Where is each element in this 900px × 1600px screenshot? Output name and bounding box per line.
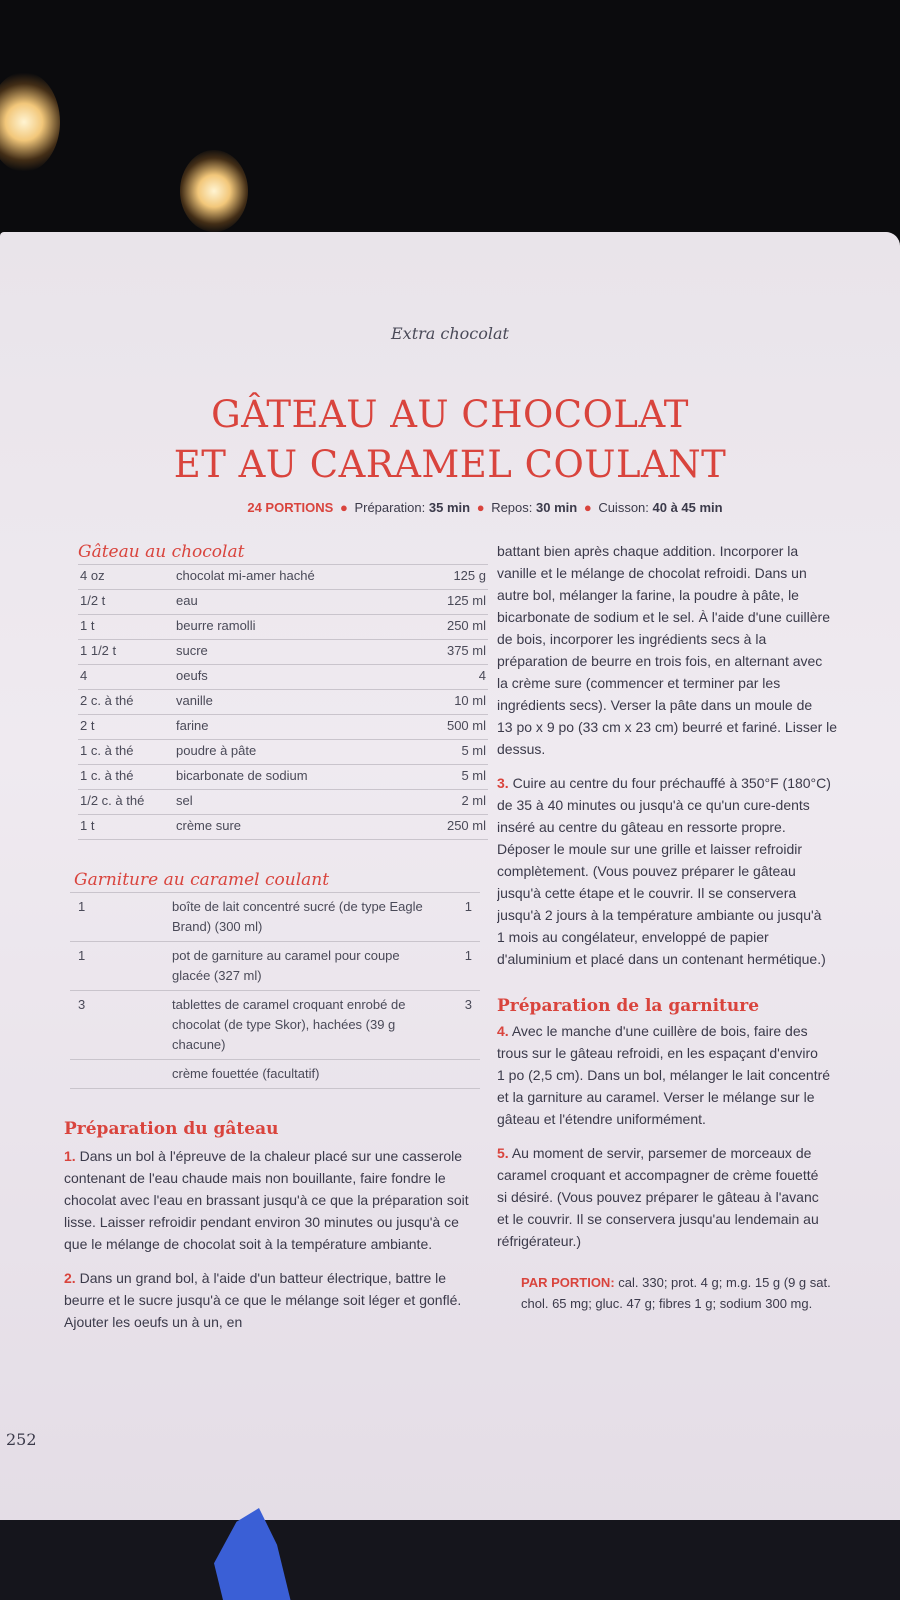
ingredient-qty: 1 t — [78, 615, 174, 640]
prep-cake-heading: Préparation du gâteau — [64, 1119, 279, 1139]
garnish-metric — [430, 1060, 480, 1089]
text-line — [497, 772, 900, 794]
garnish-qty: 3 — [70, 991, 170, 1060]
garnish-name: pot de garniture au caramel pour coupe glacée (327 ml) — [170, 942, 430, 991]
text-line: et la garniture au caramel. Verser le mélange sur le — [497, 1089, 815, 1105]
ingredient-row — [78, 740, 488, 765]
ingredient-row — [78, 565, 488, 590]
ingredient-row — [78, 690, 488, 715]
title-line-1: GÂTEAU AU CHOCOLAT — [211, 393, 689, 436]
text-line: et le couvrir. Il se conservera jusqu'au lendemain au — [497, 1211, 819, 1227]
ingredient-qty: 2 c. à thé — [78, 690, 174, 715]
prep-cake-section — [64, 1119, 485, 1333]
text-line: réfrigérateur.) — [497, 1233, 582, 1249]
text-line: la crème sure (commencer et terminer par les — [497, 675, 781, 691]
step-1 — [64, 1145, 485, 1255]
step-number: 4. — [497, 1023, 509, 1039]
garnish-metric: 1 — [430, 942, 480, 991]
ingredient-qty: 4 oz — [78, 565, 174, 590]
ingredient-name: bicarbonate de sodium — [174, 765, 416, 790]
step-number: 3. — [497, 775, 509, 791]
bokeh-light-1 — [0, 72, 60, 172]
garnish-name: boîte de lait concentré sucré (de type Eagle Brand) (300 ml) — [170, 893, 430, 942]
text-line: trous sur le gâteau refroidi, en les espaçant d'enviro — [497, 1045, 818, 1061]
ingredient-metric: 10 ml — [416, 690, 488, 715]
ingredient-row — [78, 715, 488, 740]
ingredient-qty: 1/2 t — [78, 590, 174, 615]
step-number: 1. — [64, 1148, 76, 1164]
text-line: Déposer le moule sur une grille et laisser refroidir — [497, 841, 803, 857]
step-text: Au moment de servir, parsemer de morceaux de — [511, 1145, 812, 1161]
title-line-2: ET AU CARAMEL COULANT — [173, 443, 727, 486]
cook-value: 40 à 45 min — [652, 500, 723, 515]
left-column — [60, 542, 485, 1333]
garnish-qty — [70, 1060, 170, 1089]
page-number: 252 — [6, 1430, 37, 1449]
text-line: si désiré. (Vous pouvez préparer le gâteau à l'avanc — [497, 1189, 819, 1205]
cake-ingredients-heading: Gâteau au chocolat — [78, 542, 245, 562]
garnish-metric: 3 — [430, 991, 480, 1060]
step-text: Dans un grand bol, à l'aide d'un batteur électrique, battre le beurre et le sucre jusqu'à ce que le mélange soit léger et gonflé. Ajouter les oeufs un à un, en — [64, 1270, 462, 1330]
nutrition-line-1 — [521, 1272, 900, 1293]
text-line: autre bol, mélanger la farine, la poudre à pâte, le — [497, 587, 799, 603]
ingredient-qty: 1 c. à thé — [78, 765, 174, 790]
step-5 — [497, 1142, 900, 1252]
ingredient-metric: 4 — [416, 665, 488, 690]
garnish-ingredients-table — [70, 892, 480, 1089]
text-line: bicarbonate de sodium et le sel. À l'aide d'une cuillère — [497, 609, 830, 625]
garnish-name: crème fouettée (facultatif) — [170, 1060, 430, 1089]
text-line — [497, 1020, 900, 1042]
ingredient-name: oeufs — [174, 665, 416, 690]
ingredient-qty: 2 t — [78, 715, 174, 740]
ingredient-name: poudre à pâte — [174, 740, 416, 765]
ingredient-name: chocolat mi-amer haché — [174, 565, 416, 590]
text-line: 1 po (2,5 cm). Dans un bol, mélanger le lait concentré — [497, 1067, 831, 1083]
cake-ingredients-table — [78, 564, 488, 840]
bullet-icon: ● — [583, 500, 592, 515]
bokeh-light-2 — [180, 150, 248, 232]
garnish-name: tablettes de caramel croquant enrobé de chocolat (de type Skor), hachées (39 g chacune) — [170, 991, 430, 1060]
right-column — [497, 540, 900, 1314]
prep-value: 35 min — [428, 500, 471, 515]
text-line: caramel croquant et accompagner de crème fouetté — [497, 1167, 819, 1183]
step-2-continued — [497, 540, 900, 760]
recipe-meta — [0, 500, 900, 515]
ingredient-row — [78, 615, 488, 640]
portions: 24 PORTIONS — [247, 500, 334, 515]
bullet-icon: ● — [339, 500, 348, 515]
ingredient-row — [78, 640, 488, 665]
ingredient-qty: 4 — [78, 665, 174, 690]
ingredient-name: sucre — [174, 640, 416, 665]
ingredient-row — [78, 815, 488, 840]
ingredient-qty: 1 1/2 t — [78, 640, 174, 665]
ingredient-row — [78, 765, 488, 790]
garnish-row — [70, 991, 480, 1060]
text-line — [497, 1142, 900, 1164]
ingredient-name: sel — [174, 790, 416, 815]
nutrition-line-2: chol. 65 mg; gluc. 47 g; fibres 1 g; sodium 300 mg. — [521, 1296, 813, 1311]
garnish-qty: 1 — [70, 942, 170, 991]
text-line: 1 mois au congélateur, enveloppé de papier — [497, 929, 769, 945]
text-line: complètement. (Vous pouvez préparer le gâteau — [497, 863, 796, 879]
cookbook-page — [0, 232, 900, 1530]
step-3 — [497, 772, 900, 970]
prep-label: Préparation: — [354, 500, 426, 515]
recipe-title — [0, 390, 900, 490]
text-line: gâteau et l'étendre uniformément. — [497, 1111, 706, 1127]
garnish-metric: 1 — [430, 893, 480, 942]
ingredient-name: crème sure — [174, 815, 416, 840]
step-number: 2. — [64, 1270, 76, 1286]
nutrition-label: PAR PORTION: — [521, 1275, 615, 1290]
bullet-icon: ● — [476, 500, 485, 515]
rest-value: 30 min — [536, 500, 578, 515]
garnish-qty: 1 — [70, 893, 170, 942]
ingredient-metric: 125 g — [416, 565, 488, 590]
text-line: inséré au centre du gâteau en ressorte propre. — [497, 819, 786, 835]
garnish-row — [70, 1060, 480, 1089]
nutrition-facts — [521, 1272, 900, 1314]
garnish-row — [70, 893, 480, 942]
step-number: 5. — [497, 1145, 509, 1161]
text-line: de 35 à 40 minutes ou jusqu'à ce qu'un cure-dents — [497, 797, 810, 813]
ingredient-name: beurre ramolli — [174, 615, 416, 640]
ingredient-metric: 250 ml — [416, 815, 488, 840]
ingredient-row — [78, 590, 488, 615]
text-line: dessus. — [497, 741, 546, 757]
text-line: battant bien après chaque addition. Incorporer la — [497, 543, 799, 559]
ingredient-metric: 125 ml — [416, 590, 488, 615]
ingredient-metric: 5 ml — [416, 765, 488, 790]
text-line: vanille et le mélange de chocolat refroidi. Dans un — [497, 565, 807, 581]
nutrition-values: cal. 330; prot. 4 g; m.g. 15 g (9 g sat. — [618, 1275, 831, 1290]
step-4 — [497, 1020, 900, 1130]
ingredient-metric: 375 ml — [416, 640, 488, 665]
ingredient-qty: 1 c. à thé — [78, 740, 174, 765]
text-line: préparation de beurre en trois fois, en alternant avec — [497, 653, 823, 669]
text-line: jusqu'à 2 jours à la température ambiante ou jusqu'à — [497, 907, 822, 923]
ingredient-row — [78, 790, 488, 815]
garnish-ingredients-heading: Garniture au caramel coulant — [74, 870, 330, 890]
ingredient-name: farine — [174, 715, 416, 740]
cook-label: Cuisson: — [598, 500, 649, 515]
text-line: de bois, incorporer les ingrédients secs à la — [497, 631, 767, 647]
ingredient-name: eau — [174, 590, 416, 615]
ingredient-qty: 1 t — [78, 815, 174, 840]
ingredient-metric: 500 ml — [416, 715, 488, 740]
text-line: d'aluminium et placé dans un contenant hermétique.) — [497, 951, 826, 967]
ingredient-metric: 250 ml — [416, 615, 488, 640]
step-text: Dans un bol à l'épreuve de la chaleur placé sur une casserole contenant de l'eau chaude mais non bouillante, faire fondre le chocolat avec l'eau en brassant jusqu'à ce que la préparation soit lisse. Laisser refroidir pendant environ 30 minutes ou jusqu'à ce que le mélange de chocolat soit à la température ambiante. — [64, 1148, 469, 1252]
rest-label: Repos: — [491, 500, 533, 515]
table-surface — [0, 1520, 900, 1600]
running-head: Extra chocolat — [391, 324, 509, 343]
ingredient-qty: 1/2 c. à thé — [78, 790, 174, 815]
ingredient-row — [78, 665, 488, 690]
ingredient-name: vanille — [174, 690, 416, 715]
step-text: Avec le manche d'une cuillère de bois, faire des — [511, 1023, 808, 1039]
text-line: 13 po x 9 po (33 cm x 23 cm) beurré et fariné. Lisser le — [497, 719, 838, 735]
ingredient-metric: 2 ml — [416, 790, 488, 815]
text-line: jusqu'à cette étape et le couvrir. Il se conservera — [497, 885, 797, 901]
text-line: ingrédients secs). Verser la pâte dans un moule de — [497, 697, 813, 713]
ingredient-metric: 5 ml — [416, 740, 488, 765]
prep-garnish-heading: Préparation de la garniture — [497, 996, 760, 1016]
step-2 — [64, 1267, 485, 1333]
step-text: Cuire au centre du four préchauffé à 350°F (180°C) — [512, 775, 831, 791]
garnish-row — [70, 942, 480, 991]
